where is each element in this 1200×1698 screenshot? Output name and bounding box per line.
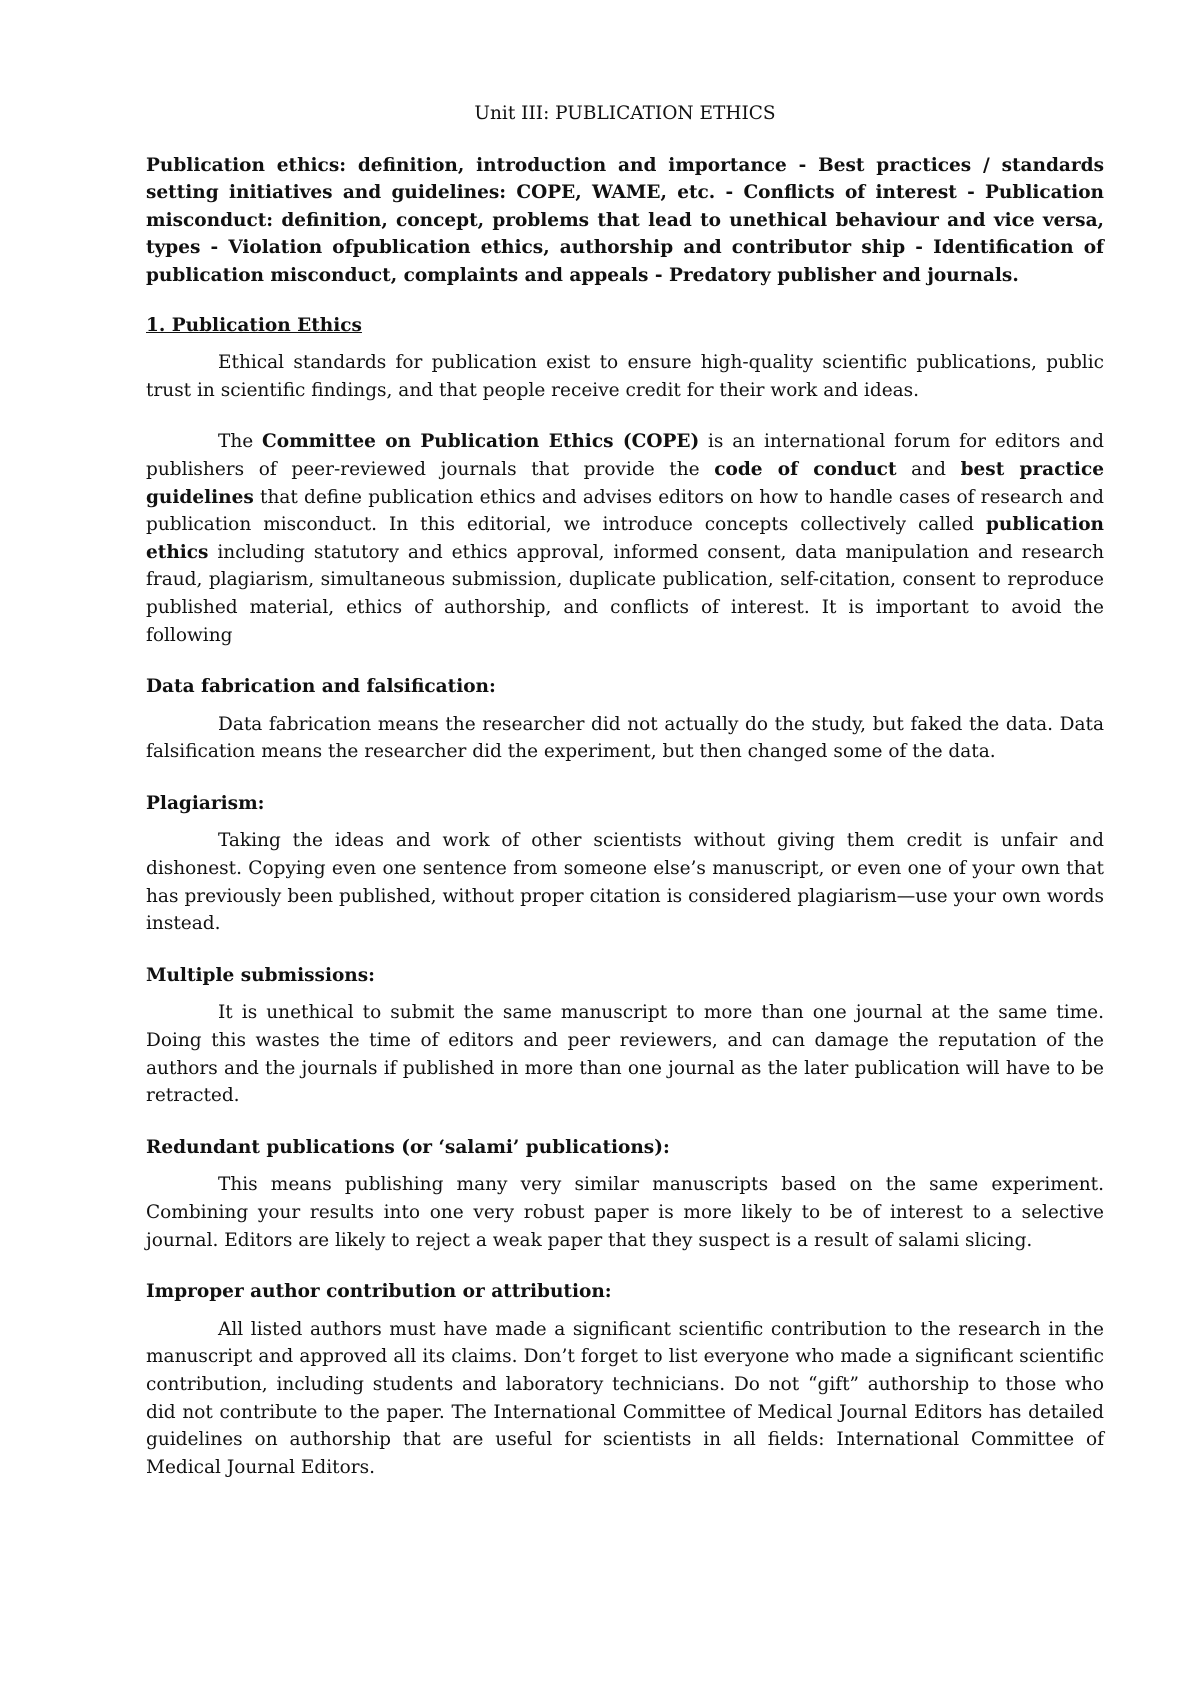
subheading-improper-author: Improper author contribution or attribution: — [146, 1281, 612, 1303]
section-heading-publication-ethics: 1. Publication Ethics — [146, 314, 362, 336]
cope-text-3: and — [896, 458, 961, 480]
cope-bold-publication-ethics: publication ethics — [146, 514, 1104, 563]
document-page — [146, 100, 1104, 1505]
paragraph-redundant-publications: This means publishing many very similar manuscripts based on the same experiment. Combining your results into one very robust paper is more likely to be of interest to a selective journal. Editors are likely to reject a weak paper that they suspect is a result of salami slicing. — [146, 1174, 1104, 1251]
paragraph-plagiarism: Taking the ideas and work of other scientists without giving them credit is unfair and dishonest. Copying even one sentence from someone else’s manuscript, or even one of your own that has previously been published, without proper citation is considered plagiarism—use your own words instead. — [146, 830, 1104, 935]
paragraph-cope — [146, 428, 1104, 649]
cope-text-5: including statutory and ethics approval, informed consent, data manipulation and research fraud, plagiarism, simultaneous submission, duplicate publication, self-citation, consent to reproduce published material, ethics of authorship, and conflicts of interest. It is important to avoid the following — [146, 541, 1104, 646]
page-title: Unit III: PUBLICATION ETHICS — [474, 103, 776, 124]
cope-bold-code-of-conduct: code of conduct — [714, 458, 897, 480]
subheading-multiple-submissions: Multiple submissions: — [146, 964, 376, 986]
paragraph-data-fabrication: Data fabrication means the researcher did not actually do the study, but faked the data. Data falsification means the researcher did the experiment, but then changed some of the data. — [146, 713, 1104, 763]
cope-bold-committee: Committee on Publication Ethics (COPE) — [262, 431, 700, 453]
cope-text-2: is an international forum for editors and publishers of peer-reviewed journals that provide the — [146, 431, 1104, 480]
subheading-data-fabrication: Data fabrication and falsification: — [146, 676, 496, 698]
paragraph-improper-author: All listed authors must have made a significant scientific contribution to the research in the manuscript and approved all its claims. Don’t forget to list everyone who made a significant scientific contribution, including students and laboratory technicians. Do not “gift” authorship to those who did not contribute to the paper. The International Committee of Medical Journal Editors has detailed guidelines on authorship that are useful for scientists in all fields: International Committee of Medical Journal Editors. — [146, 1318, 1104, 1478]
subheading-plagiarism: Plagiarism: — [146, 792, 265, 814]
cope-text-1: The — [218, 431, 262, 453]
paragraph-multiple-submissions: It is unethical to submit the same manuscript to more than one journal at the same time. Doing this wastes the time of editors and peer reviewers, and can damage the reputation of the authors and the journals if published in more than one journal as the later publication will have to be retracted. — [146, 1002, 1104, 1107]
paragraph-ethical-standards: Ethical standards for publication exist to ensure high-quality scientific publications, public trust in scientific findings, and that people receive credit for their work and ideas. — [146, 352, 1104, 401]
cope-text-4: that define publication ethics and advises editors on how to handle cases of research and publication misconduct. In this editorial, we introduce concepts collectively called — [146, 486, 1104, 536]
syllabus-paragraph: Publication ethics: definition, introduction and importance - Best practices / standards setting initiatives and guidelines: COPE, WAME, etc. - Conflicts of interest - Publication misconduct: definition, concept, problems that lead to unethical behaviour and vice versa, types - Violation ofpublication ethics, authorship and contributor ship - Identification of publication misconduct, complaints and appeals - Predatory publisher and journals. — [146, 154, 1104, 286]
subheading-redundant-publications: Redundant publications (or ‘salami’ publications): — [146, 1136, 670, 1158]
cope-bold-best-practice: best practice guidelines — [146, 458, 1104, 508]
